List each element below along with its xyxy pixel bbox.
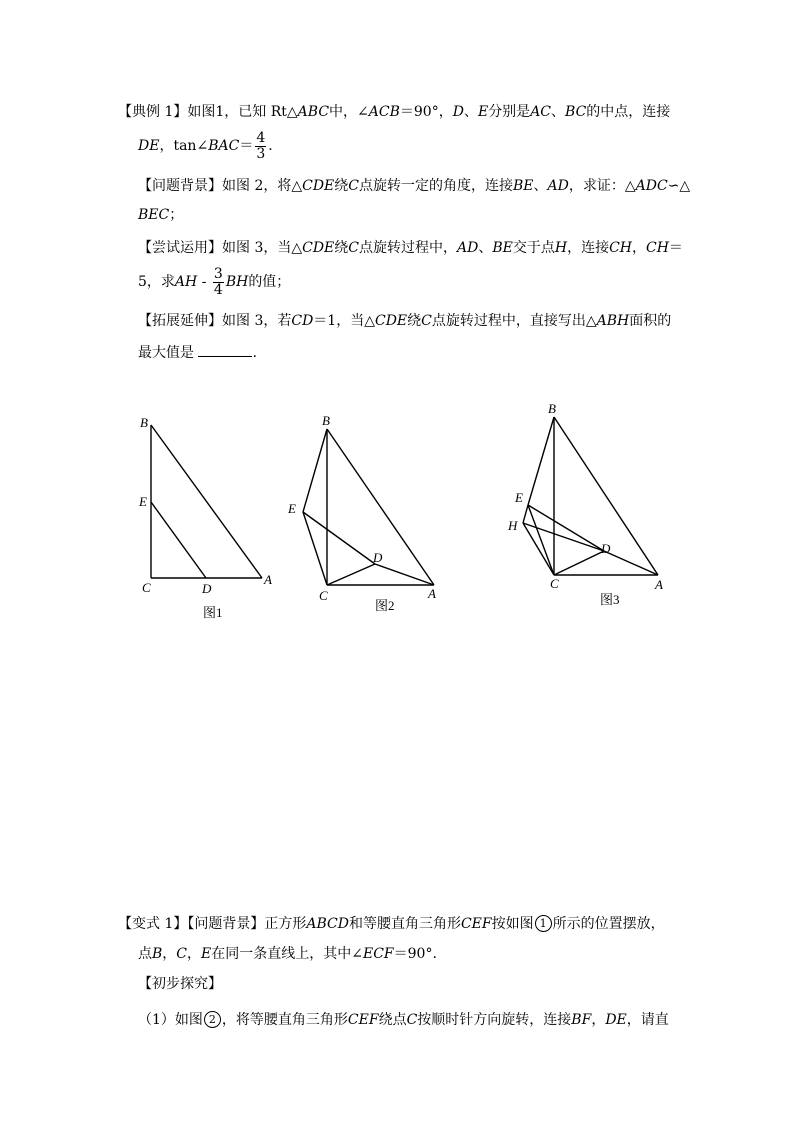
text: ECF xyxy=(362,946,394,962)
text: 点旋转过程中，直接写出△ xyxy=(431,313,597,329)
text: 绕点 xyxy=(378,1012,407,1028)
text: ＝ xyxy=(239,138,254,154)
text: . xyxy=(268,138,273,154)
try-line-1 xyxy=(138,238,683,258)
fraction-denominator: 4 xyxy=(213,281,223,298)
text: AD xyxy=(547,178,569,194)
text: 5，求 xyxy=(138,274,175,290)
text: 分别是 xyxy=(488,104,531,120)
label-C: C xyxy=(550,576,559,591)
label-B: B xyxy=(548,401,556,416)
segment-hc xyxy=(523,523,554,575)
label-A: A xyxy=(428,586,436,601)
text: 【尝试运用】如图 3，当△ xyxy=(138,240,303,256)
fraction-numerator: 4 xyxy=(256,129,266,146)
text: 、 xyxy=(533,178,548,194)
text: - xyxy=(197,274,211,290)
text: BH xyxy=(225,274,249,290)
text: ， xyxy=(187,946,202,962)
text: （1）如图 xyxy=(138,1012,203,1028)
text: ＝ xyxy=(668,240,683,256)
text: 【初步探究】 xyxy=(138,976,222,992)
text: CDE xyxy=(374,313,408,329)
segment-cd xyxy=(327,564,375,585)
text: ＝90°， xyxy=(399,104,453,120)
text: E xyxy=(201,946,212,962)
label-D: D xyxy=(202,581,212,596)
text: . xyxy=(252,345,257,361)
text: 、 xyxy=(463,104,478,120)
text: BEC xyxy=(138,207,170,223)
text: 绕 xyxy=(334,178,349,194)
text: 所示的位置摆放， xyxy=(552,916,665,932)
text: 按顺时针方向旋转，连接 xyxy=(417,1012,572,1028)
text: DE xyxy=(605,1012,627,1028)
text: CEF xyxy=(460,916,492,932)
text: 【拓展延伸】如图 3，若 xyxy=(138,313,292,329)
figure-1 xyxy=(151,425,262,578)
fraction-3-4 xyxy=(213,267,224,298)
text: BC xyxy=(565,104,587,120)
label-E: E xyxy=(515,490,523,505)
text: 点旋转一定的角度，连接 xyxy=(359,178,513,194)
label-C: C xyxy=(142,580,151,595)
text: D xyxy=(452,104,464,120)
text: 点 xyxy=(138,946,152,962)
text: ，求证：△ xyxy=(568,178,636,194)
segment-ec xyxy=(528,505,554,575)
figure-2 xyxy=(303,429,434,585)
text: BE xyxy=(513,178,534,194)
text: CEF xyxy=(347,1012,379,1028)
text: C xyxy=(421,313,432,329)
text: 面积的 xyxy=(629,313,672,329)
segment-eh xyxy=(523,505,528,523)
extension-line-2 xyxy=(138,342,257,363)
text: ACB xyxy=(368,104,400,120)
background-line-2 xyxy=(138,205,183,225)
text: 【变式 1】【问题背景】正方形 xyxy=(118,916,307,932)
text: CDE xyxy=(302,240,335,256)
text: ABC xyxy=(297,104,330,120)
text: ABCD xyxy=(306,916,349,932)
text: ABH xyxy=(596,313,630,329)
text: AC xyxy=(530,104,552,120)
text: ，请直 xyxy=(626,1012,669,1028)
text: 最大值是 xyxy=(138,345,194,361)
text: CDE xyxy=(302,178,335,194)
background-line-1 xyxy=(138,176,690,196)
variant-line-4 xyxy=(138,1010,669,1030)
text: ＝90°. xyxy=(393,946,437,962)
segment-ec xyxy=(303,512,327,585)
geometry-figures xyxy=(0,395,794,635)
label-B: B xyxy=(322,413,330,428)
text: ，连接 xyxy=(567,240,610,256)
answer-blank[interactable] xyxy=(198,342,252,357)
text: 的值； xyxy=(248,274,291,290)
text: 交于点 xyxy=(512,240,555,256)
figure-3-caption: 图3 xyxy=(600,592,620,607)
label-E: E xyxy=(139,494,147,509)
label-A: A xyxy=(264,572,272,587)
segment-be xyxy=(303,429,327,512)
text: ， xyxy=(632,240,646,256)
figure-1-caption: 图1 xyxy=(203,605,223,620)
text: BF xyxy=(571,1012,592,1028)
text: 按如图 xyxy=(491,916,534,932)
text: 、 xyxy=(551,104,566,120)
text: 【典例 1】如图1，已知 Rt△ xyxy=(118,104,298,120)
text: ，将等腰直角三角形 xyxy=(221,1012,348,1028)
text: 绕 xyxy=(334,240,349,256)
segment-be xyxy=(528,417,554,505)
label-D: D xyxy=(373,550,383,565)
segment-ed xyxy=(303,512,375,564)
segment-de xyxy=(151,502,206,578)
text: ADC xyxy=(635,178,668,194)
text: C xyxy=(348,178,359,194)
fraction-numerator: 3 xyxy=(213,265,223,282)
segment-cd xyxy=(554,551,604,575)
circled-number-icon: 2 xyxy=(204,1011,221,1028)
text: ； xyxy=(169,207,184,223)
text: 【问题背景】如图 2，将△ xyxy=(138,178,303,194)
circled-number-icon: 1 xyxy=(535,915,552,932)
text: CH xyxy=(646,240,669,256)
variant-line-3 xyxy=(138,974,222,994)
segment-da xyxy=(375,564,434,585)
text: B xyxy=(152,946,163,962)
text: E xyxy=(477,104,489,120)
text: 绕 xyxy=(407,313,422,329)
label-C: C xyxy=(319,588,328,603)
text: AH xyxy=(174,274,198,290)
label-E: E xyxy=(288,501,296,516)
text: ， xyxy=(162,946,177,962)
label-D: D xyxy=(601,541,611,556)
label-B: B xyxy=(140,415,148,430)
text: BAC xyxy=(208,138,240,154)
text: AD xyxy=(457,240,479,256)
fraction-denominator: 3 xyxy=(256,145,266,162)
figure-2-caption: 图2 xyxy=(375,598,395,613)
label-A: A xyxy=(655,577,663,592)
text: 、 xyxy=(478,240,493,256)
label-H: H xyxy=(508,518,518,533)
example-line-2 xyxy=(138,130,273,162)
text: ∽△ xyxy=(667,178,691,194)
text: 在同一条直线上，其中∠ xyxy=(211,946,363,962)
segment-ab xyxy=(151,425,262,578)
text: H xyxy=(554,240,568,256)
variant-line-2 xyxy=(138,944,437,964)
text: 点旋转过程中， xyxy=(359,240,457,256)
text: BE xyxy=(492,240,513,256)
text: CD xyxy=(291,313,314,329)
variant-line-1 xyxy=(118,914,665,934)
text: CH xyxy=(609,240,632,256)
text: ，tan∠ xyxy=(159,138,209,154)
text: C xyxy=(406,1012,418,1028)
text: 的中点，连接 xyxy=(586,104,671,120)
text: DE xyxy=(138,138,160,154)
text: 和等腰直角三角形 xyxy=(348,916,461,932)
fraction-4-3 xyxy=(255,131,266,162)
figure-3 xyxy=(523,417,658,575)
example-line-1 xyxy=(118,102,670,122)
text: C xyxy=(176,946,188,962)
text: ＝1，当△ xyxy=(313,313,375,329)
text: ， xyxy=(591,1012,606,1028)
text: 中，∠ xyxy=(329,104,369,120)
try-line-2 xyxy=(138,266,290,298)
extension-line-1 xyxy=(138,311,671,331)
text: C xyxy=(348,240,359,256)
